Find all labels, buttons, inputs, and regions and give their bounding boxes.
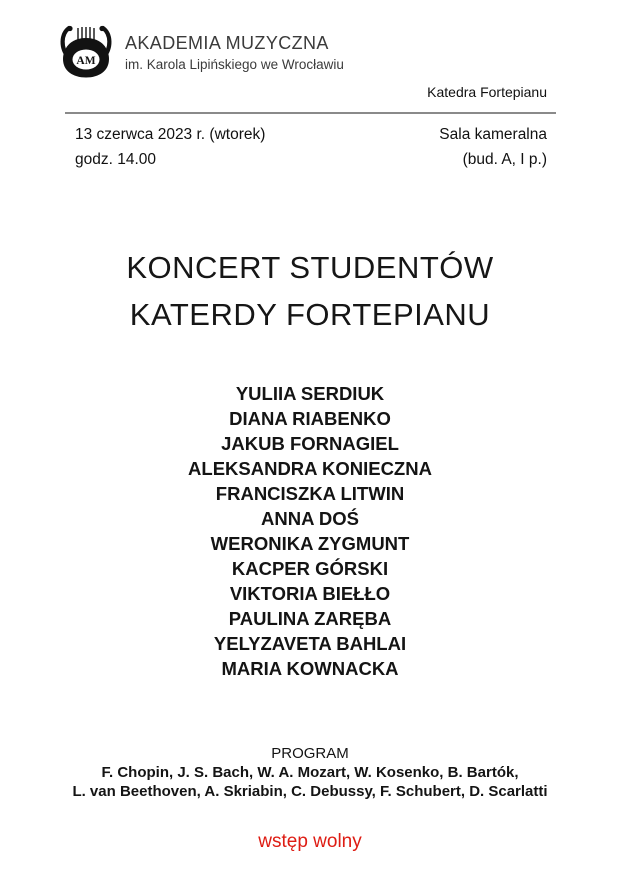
- venue-name: Sala kameralna: [439, 126, 547, 143]
- program-heading: PROGRAM: [271, 745, 349, 762]
- concert-title: [0, 244, 620, 338]
- event-date: 13 czerwca 2023 r. (wtorek): [75, 126, 266, 143]
- academy-name: AKADEMIA MUZYCZNA: [125, 32, 329, 53]
- program-section: [0, 744, 620, 801]
- performer-name: JAKUB FORNAGIEL: [221, 433, 399, 454]
- performer-name: WERONIKA ZYGMUNT: [210, 533, 410, 554]
- venue-detail: (bud. A, I p.): [462, 151, 547, 168]
- performer-name: MARIA KOWNACKA: [221, 658, 399, 679]
- event-datetime-block: [75, 122, 265, 172]
- logo-monogram: AM: [76, 55, 96, 67]
- event-time: godz. 14.00: [75, 151, 157, 168]
- performer-name: VIKTORIA BIEŁŁO: [229, 583, 391, 604]
- header: [57, 24, 344, 78]
- performer-name: ALEKSANDRA KONIECZNA: [188, 458, 432, 479]
- performer-name: YULIIA SERDIUK: [235, 383, 385, 404]
- academy-text-block: [125, 31, 344, 72]
- performer-name: ANNA DOŚ: [261, 508, 359, 529]
- program-composers-line1: F. Chopin, J. S. Bach, W. A. Mozart, W. Kosenko, B. Bartók,: [101, 764, 519, 781]
- performer-name: YELYZAVETA BAHLAI: [213, 633, 407, 654]
- concert-title-line2: KATERDY FORTEPIANU: [129, 297, 491, 332]
- event-venue-block: [439, 122, 547, 172]
- program-composers-line2: L. van Beethoven, A. Skriabin, C. Debussy, F. Schubert, D. Scarlatti: [72, 783, 548, 800]
- department-label: Katedra Fortepianu: [427, 84, 547, 100]
- header-divider: [65, 112, 556, 114]
- performer-name: PAULINA ZARĘBA: [228, 608, 392, 629]
- academy-subtitle: im. Karola Lipińskiego we Wrocławiu: [125, 56, 344, 72]
- lyre-icon: [57, 24, 115, 78]
- performer-name: KACPER GÓRSKI: [231, 558, 389, 579]
- performer-name: FRANCISZKA LITWIN: [215, 483, 405, 504]
- admission-note: wstęp wolny: [258, 831, 362, 852]
- performers-list: [0, 381, 620, 681]
- concert-title-line1: KONCERT STUDENTÓW: [126, 250, 494, 285]
- performer-name: DIANA RIABENKO: [229, 408, 391, 429]
